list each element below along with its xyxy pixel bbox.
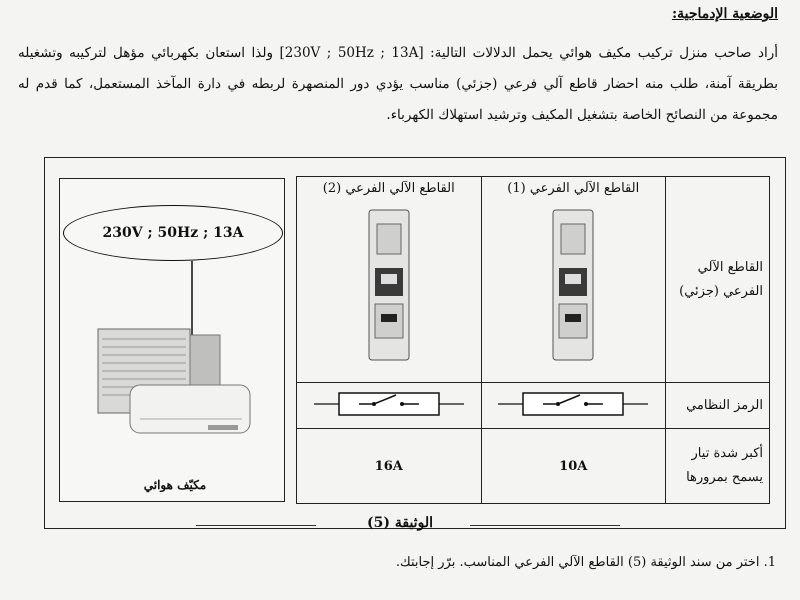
- switch-symbol-icon: [314, 389, 464, 419]
- breaker-1-head: القاطع الآلي الفرعي (1): [507, 181, 640, 196]
- row-label-breaker-text: القاطع الآلي الفرعي (جزئي): [679, 259, 763, 299]
- document-caption-text: الوثيقة (5): [367, 515, 433, 531]
- switch-symbol-icon: [498, 389, 648, 419]
- symbol-1-cell: [481, 383, 666, 429]
- ac-ratings-bubble: 230V ; 50Hz ; 13A: [63, 205, 283, 261]
- breaker-2-cell: [297, 177, 482, 383]
- intro-paragraph: أراد صاحب منزل تركيب مكيف هوائي يحمل الدلالات التالية: [230V ; 50Hz ; 13A] ولذا استعان بكهربائي مؤهل لتركيبه وتشغيله بطريقة آمنة، طلب منه احضار قاطع آلي فرعي (جزئي) مناسب يؤدي دور المنصهرة لربطه في دارة المآخذ المستعمل، كما قدم له مجموعة من النصائح الخاصة بتشغيل المكيف وترشيد استهلاك الكهرباء.: [18, 45, 778, 123]
- page-heading: الوضعية الإدماجية:: [671, 6, 778, 22]
- breaker-1-cell: [481, 177, 666, 383]
- ac-caption: مكيّف هوائي: [143, 478, 207, 492]
- row-label-breaker: [666, 177, 770, 383]
- current-2: 16A: [297, 429, 482, 504]
- circuit-breaker-icon: [543, 206, 603, 366]
- current-1: 10A: [481, 429, 666, 504]
- symbol-2-cell: [297, 383, 482, 429]
- row-label-current: [666, 429, 770, 504]
- circuit-breaker-icon: [359, 206, 419, 366]
- breaker-2-head: القاطع الآلي الفرعي (2): [322, 181, 455, 196]
- caption-rule-left: [196, 525, 316, 526]
- caption-rule-right: [470, 525, 620, 526]
- breaker-table: [296, 176, 770, 504]
- document-caption: [0, 515, 800, 531]
- row-label-symbol-text: الرمز النظامي: [686, 397, 763, 413]
- row-label-current-text: أكبر شدة تيار يسمح بمرورها: [686, 446, 763, 485]
- question-1: 1. اختر من سند الوثيقة (5) القاطع الآلي الفرعي المناسب. برّر إجابتك.: [395, 555, 776, 570]
- row-label-symbol: [666, 383, 770, 429]
